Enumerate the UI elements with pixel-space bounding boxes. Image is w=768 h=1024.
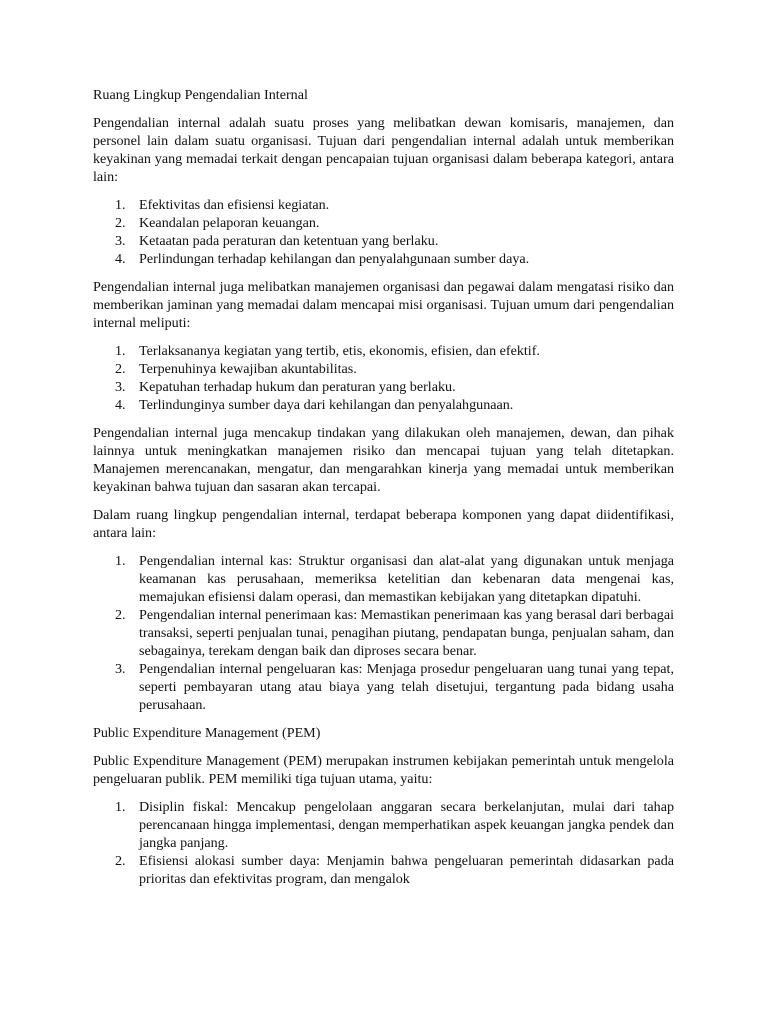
list-item (93, 396, 674, 414)
list-item (93, 232, 674, 250)
list-number: 1. (115, 799, 126, 815)
list-number: 2. (115, 361, 126, 377)
list-item (93, 214, 674, 232)
list-item (93, 360, 674, 378)
section-heading-internal-control: Ruang Lingkup Pengendalian Internal (93, 87, 308, 103)
list-number: 1. (115, 197, 126, 213)
list-item-text: Efisiensi alokasi sumber daya: Menjamin bahwa pengeluaran pemerintah didasarkan pada prioritas dan efektivitas program, dan mengalok (139, 853, 674, 887)
list-item-text: Pengendalian internal kas: Struktur organisasi dan alat-alat yang digunakan untuk menjaga keamanan kas perusahaan, memeriksa ketelitian dan kebenaran data mengenai kas, memajukan efisiensi dalam operasi, dan memastikan kebijakan yang ditetapkan dipatuhi. (139, 553, 674, 605)
list-item-text: Terlaksananya kegiatan yang tertib, etis, ekonomis, efisien, dan efektif. (139, 343, 540, 359)
list-item-text: Pengendalian internal pengeluaran kas: Menjaga prosedur pengeluaran uang tunai yang tepat, seperti pembayaran utang atau biaya yang telah disetujui, tergantung pada bidang usaha perusahaan. (139, 661, 674, 713)
list-item (93, 852, 674, 888)
list-item (93, 606, 674, 660)
list-number: 1. (115, 343, 126, 359)
list-item (93, 552, 674, 606)
list-number: 2. (115, 215, 126, 231)
list-item-text: Pengendalian internal penerimaan kas: Memastikan penerimaan kas yang berasal dari berbagai transaksi, seperti penjualan tunai, penagihan piutang, pendapatan bunga, penjualan saham, dan sebagainya, terekam dengan baik dan diproses secara benar. (139, 607, 674, 659)
list-pem-objectives (93, 798, 674, 888)
list-number: 3. (115, 379, 126, 395)
list-item-text: Keandalan pelaporan keuangan. (139, 215, 320, 231)
paragraph-management-actions: Pengendalian internal juga mencakup tindakan yang dilakukan oleh manajemen, dewan, dan pihak lainnya untuk meningkatkan manajemen risiko dan mencapai tujuan yang telah ditetapkan. Manajemen merencanakan, mengatur, dan mengarahkan kinerja yang memadai untuk memberikan keyakinan bahwa tujuan dan sasaran akan tercapai. (93, 425, 674, 495)
list-number: 3. (115, 233, 126, 249)
list-number: 2. (115, 607, 126, 623)
list-item (93, 378, 674, 396)
list-number: 4. (115, 251, 126, 267)
list-number: 4. (115, 397, 126, 413)
list-item (93, 250, 674, 268)
list-item-text: Perlindungan terhadap kehilangan dan penyalahgunaan sumber daya. (139, 251, 530, 267)
list-number: 1. (115, 553, 126, 569)
list-item-text: Disiplin fiskal: Mencakup pengelolaan anggaran secara berkelanjutan, mulai dari tahap perencanaan hingga implementasi, dengan memperhatikan aspek keuangan jangka pendek dan jangka panjang. (139, 799, 674, 851)
list-item (93, 196, 674, 214)
list-item-text: Efektivitas dan efisiensi kegiatan. (139, 197, 330, 213)
paragraph-pem-intro: Public Expenditure Management (PEM) merupakan instrumen kebijakan pemerintah untuk mengelola pengeluaran publik. PEM memiliki tiga tujuan utama, yaitu: (93, 753, 674, 787)
list-components (93, 552, 674, 714)
list-number: 2. (115, 853, 126, 869)
list-item-text: Terpenuhinya kewajiban akuntabilitas. (139, 361, 357, 377)
paragraph-general-objectives: Pengendalian internal juga melibatkan manajemen organisasi dan pegawai dalam mengatasi risiko dan memberikan jaminan yang memadai dalam mencapai misi organisasi. Tujuan umum dari pengendalian internal meliputi: (93, 279, 674, 331)
list-item-text: Ketaatan pada peraturan dan ketentuan yang berlaku. (139, 233, 439, 249)
paragraph-components-intro: Dalam ruang lingkup pengendalian internal, terdapat beberapa komponen yang dapat diidentifikasi, antara lain: (93, 507, 674, 541)
list-number: 3. (115, 661, 126, 677)
section-heading-pem: Public Expenditure Management (PEM) (93, 725, 321, 741)
list-item-text: Kepatuhan terhadap hukum dan peraturan yang berlaku. (139, 379, 456, 395)
list-general-objectives (93, 342, 674, 414)
list-control-categories (93, 196, 674, 268)
list-item-text: Terlindunginya sumber daya dari kehilangan dan penyalahgunaan. (139, 397, 514, 413)
list-item (93, 660, 674, 714)
list-item (93, 798, 674, 852)
paragraph-intro: Pengendalian internal adalah suatu proses yang melibatkan dewan komisaris, manajemen, dan personel lain dalam suatu organisasi. Tujuan dari pengendalian internal adalah untuk memberikan keyakinan yang memadai terkait dengan pencapaian tujuan organisasi dalam beberapa kategori, antara lain: (93, 115, 674, 185)
list-item (93, 342, 674, 360)
